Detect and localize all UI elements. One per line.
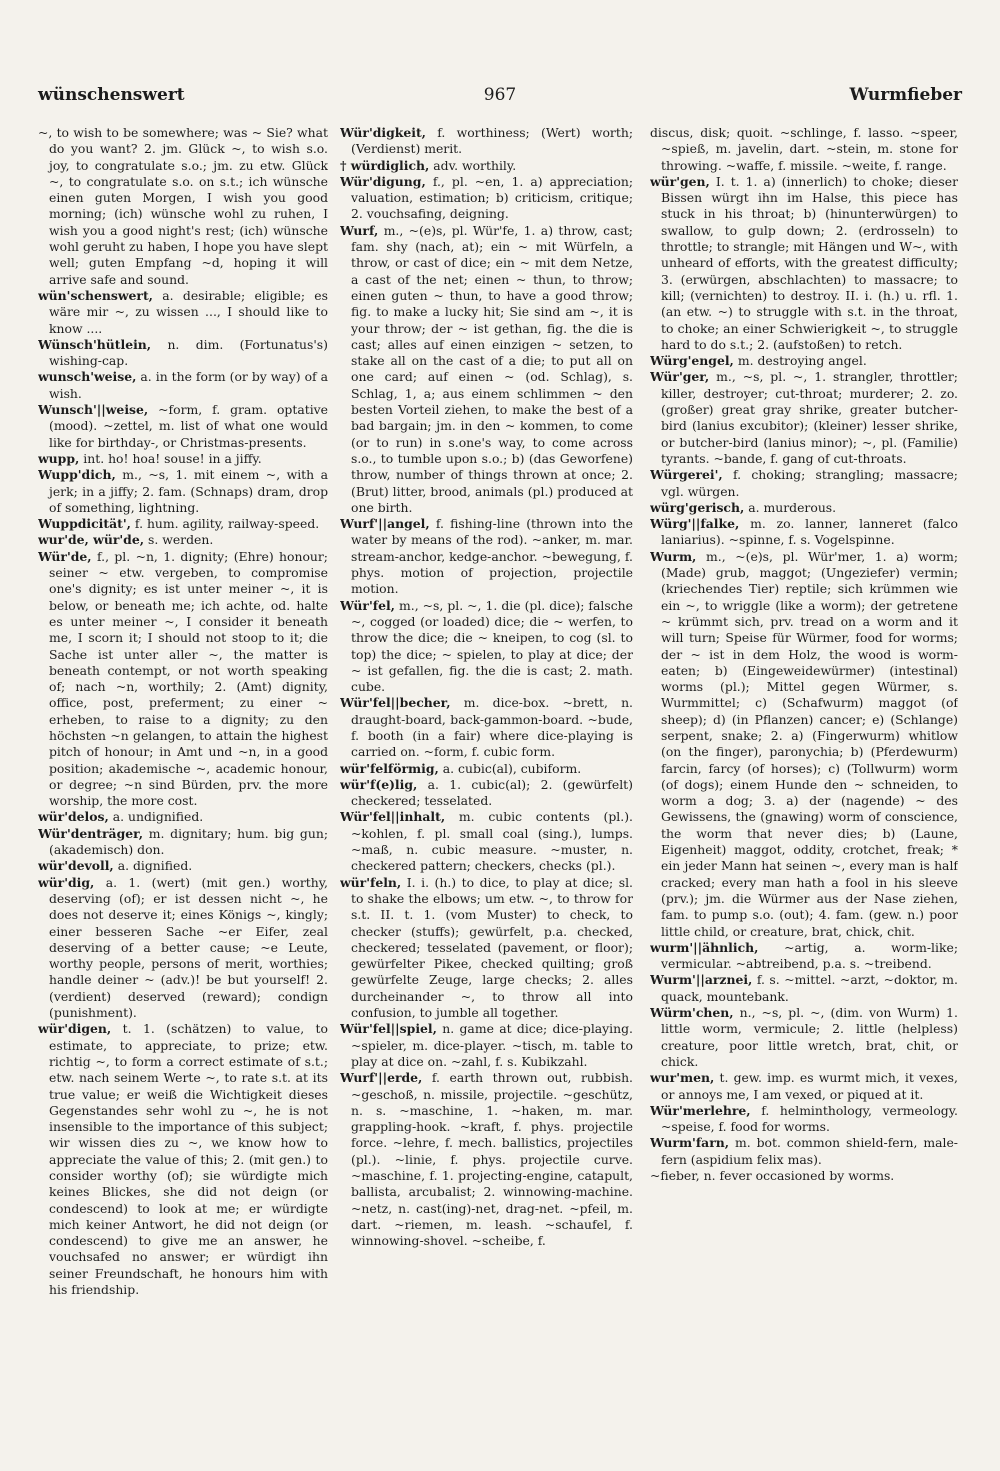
entry-definition: int. ho! hoa! souse! in a jiffy. xyxy=(83,450,262,466)
entry-headword: wür'delos, xyxy=(38,809,109,825)
entry-headword: wür'feln, xyxy=(340,874,402,890)
entry-headword: wunsch'weise, xyxy=(38,369,137,385)
dictionary-entry xyxy=(340,1021,633,1070)
dictionary-entry xyxy=(650,940,958,973)
entry-definition: s. werden. xyxy=(147,532,214,548)
dictionary-entry xyxy=(650,500,958,516)
entry-headword: wür'devoll, xyxy=(38,858,114,874)
page-number: 967 xyxy=(483,85,517,105)
entry-headword: wur'de, wür'de, xyxy=(38,532,145,548)
dictionary-entry xyxy=(340,809,633,874)
dictionary-entry xyxy=(38,826,328,859)
entry-definition: f., pl. ~en, 1. a) appreciation; valuation, estimation; b) criticism, critique; 2. vouchsafing, deigning. xyxy=(351,173,633,222)
dictionary-entry xyxy=(650,125,958,174)
dictionary-entry xyxy=(340,516,633,597)
entry-headword: Wurm, xyxy=(650,548,697,564)
entry-definition: n., ~s, pl. ~, (dim. von Wurm) 1. little worm, vermicule; 2. little (helpless) creature, poor little wretch, brat, chit, or chick. xyxy=(661,1005,958,1069)
page-header xyxy=(38,85,962,109)
dictionary-entry xyxy=(38,369,328,402)
entry-definition: m. dice-box. ~brett, n. draught-board, back-gammon-board. ~bude, f. booth (in a fair) where dice-playing is carried on. ~form, f. cubic form. xyxy=(351,695,633,760)
entry-definition: n. game at dice; dice-playing. ~spieler, m. dice-player. ~tisch, m. table to play at dice on. ~zahl, f. s. Kubikzahl. xyxy=(351,1021,633,1069)
dictionary-entry xyxy=(650,549,958,940)
column-1 xyxy=(38,125,328,1340)
dictionary-entry xyxy=(650,1135,958,1168)
entry-headword: wün'schenswert, xyxy=(38,287,153,303)
entry-headword: Wunsch'||weise, xyxy=(38,402,149,418)
entry-headword: Wupp'dich, xyxy=(38,467,116,483)
entry-headword: wür'gen, xyxy=(650,173,710,189)
header-left-guide-word: wünschenswert xyxy=(38,85,185,105)
dictionary-entry xyxy=(340,777,633,810)
entry-definition: n. dim. (Fortunatus's) wishing-cap. xyxy=(49,336,328,369)
dictionary-entry xyxy=(650,467,958,500)
dictionary-entry xyxy=(38,125,328,288)
entry-definition: a. undignified. xyxy=(112,809,204,825)
entry-definition: f. earth thrown out, rubbish. ~geschoß, n. missile, projectile. ~geschütz, n. s. ~maschine, 1. ~haken, m. mar. grappling-hook. ~kraft, f. phys. projectile force. ~lehre, f. mech. ballistics, projectiles (pl.). ~linie, f. phys. projectile curve. ~maschine, f. 1. projecting-engine, catapult, ballista, arcubalist; 2. winnowing-machine. ~netz, n. cast(ing)-net, drag-net. ~pfeil, m. dart. ~riemen, m. leash. ~schaufel, f. winnowing-shovel. ~scheibe, f. xyxy=(351,1070,633,1249)
entry-definition: m., ~(e)s, pl. Wür'mer, 1. a) worm; (Made) grub, maggot; (Ungeziefer) vermin; (kriechendes Tier) reptile; sich krümmen wie ein ~, to wriggle (like a worm); der getretene ~ krümmt sich, prv. tread on a worm and it will turn; Speise für Würmer, food for worms; der ~ ist in dem Holz, the wood is worm-eaten; b) (Eingeweidewürmer) (intestinal) worms (pl.); Mittel gegen Würmer, s. Wurmmittel; c) (Schafwurm) maggot (of sheep); d) (in Pflanzen) cancer; e) (Schlange) serpent, snake; 2. a) (Fingerwurm) whitlow (on the finger), paronychia; b) (Pferdewurm) farcin, farcy (of horses); c) (Tollwurm) worm (of dogs); einem Hunde den ~ schneiden, to worm a dog; 3. a) der (nagende) ~ des Gewissens, the (gnawing) worm of conscience, the worm that never dies; b) (Laune, Eigenheit) maggot, oddity, crotchet, freak; * ein jeder Mann hat seinen ~, every man is half cracked; every man hath a fool in his sleeve (prv.); jm. die Würmer aus der Nase ziehen, fam. to pump s.o. (out); 4. fam. (gew. n.) poor little child, or creature, brat, chick, chit. xyxy=(661,548,958,939)
entry-definition: f. choking; strangling; massacre; vgl. würgen. xyxy=(661,467,958,499)
dictionary-entry xyxy=(650,972,958,1005)
entry-definition: a. murderous. xyxy=(748,499,837,515)
entry-headword: Wür'fel||spiel, xyxy=(340,1021,437,1037)
dictionary-entry xyxy=(340,761,633,777)
dictionary-entry xyxy=(340,875,633,1022)
entry-headword: Würm'chen, xyxy=(650,1005,734,1021)
dictionary-entry xyxy=(650,353,958,369)
entry-definition: m., ~s, 1. mit einem ~, with a jerk; in a jiffy; 2. fam. (Schnaps) dram, drop of something, lightning. xyxy=(49,467,328,515)
dictionary-entry xyxy=(38,451,328,467)
column-3 xyxy=(650,125,958,1340)
entry-headword: Wür'fel||becher, xyxy=(340,695,451,711)
entry-definition: m. cubic contents (pl.). ~kohlen, f. pl. small coal (sing.), lumps. ~maß, n. cubic measure. ~muster, n. checkered pattern; checkers, checks (pl.). xyxy=(351,809,633,874)
dictionary-entry xyxy=(340,158,633,174)
entry-headword: Würg'||falke, xyxy=(650,516,740,532)
entry-headword: Wuppdicität', xyxy=(38,516,131,532)
entry-headword: wurm'||ähnlich, xyxy=(650,939,759,955)
column-2 xyxy=(340,125,633,1340)
dictionary-entry xyxy=(340,1070,633,1249)
dictionary-entry xyxy=(650,516,958,549)
dictionary-entry xyxy=(340,223,633,516)
entry-headword: Wurf, xyxy=(340,222,379,238)
entry-headword: Wür'digkeit, xyxy=(340,125,426,140)
dictionary-entry xyxy=(650,1168,958,1184)
entry-definition: adv. worthily. xyxy=(433,157,517,173)
dictionary-entry xyxy=(340,695,633,760)
header-right-guide-word: Wurmfieber xyxy=(849,85,962,105)
entry-headword: Würg'engel, xyxy=(650,353,734,369)
entry-headword: Wür'fel, xyxy=(340,597,395,613)
entry-headword: Wurf'||angel, xyxy=(340,516,430,532)
entry-definition: t. gew. imp. es wurmt mich, it vexes, or annoys me, I am vexed, or piqued at it. xyxy=(661,1070,958,1102)
entry-definition: ~artig, a. worm-like; vermicular. ~abtreibend, p.a. s. ~treibend. xyxy=(661,939,958,972)
entry-definition: m. destroying angel. xyxy=(737,353,867,369)
dictionary-entry xyxy=(340,598,633,696)
entry-definition: m. bot. common shield-fern, male-fern (aspidium felix mas). xyxy=(661,1135,958,1167)
entry-headword: † würdiglich, xyxy=(340,157,430,173)
entry-headword: Wür'digung, xyxy=(340,173,426,189)
entry-definition: a. dignified. xyxy=(117,858,193,874)
entry-headword: Wurm'||arznei, xyxy=(650,972,753,988)
entry-definition: m. zo. lanner, lanneret (falco laniarius). ~spinne, f. s. Vogelspinne. xyxy=(661,516,958,548)
entry-headword: wur'men, xyxy=(650,1070,715,1086)
dictionary-entry xyxy=(38,532,328,548)
entry-headword: würg'gerisch, xyxy=(650,499,745,515)
dictionary-entry xyxy=(340,174,633,223)
dictionary-entry xyxy=(38,516,328,532)
entry-headword: Wür'fel||inhalt, xyxy=(340,809,446,825)
dictionary-entry xyxy=(38,809,328,825)
entry-definition: I. t. 1. a) (innerlich) to choke; dieser Bissen würgt ihn im Halse, this piece has stuck in his throat; b) (hinunterwürgen) to swallow, to gulp down; 2. (erdrosseln) to throttle; to strangle; mit Hängen und W~, with unheard of efforts, with the greatest difficulty; 3. (erwürgen, abschlachten) to massacre; to kill; (vernichten) to destroy. II. i. (h.) u. rfl. 1. (an etw. ~) to struggle with s.t. in the throat, to choke; an einer Schwierigkeit ~, to struggle hard to do s.t.; 2. (aufstoßen) to retch. xyxy=(661,173,958,352)
entry-headword: wür'f(e)lig, xyxy=(340,776,418,792)
entry-definition: m., ~(e)s, pl. Wür'fe, 1. a) throw, cast; fam. shy (nach, at); ein ~ mit Würfeln, a throw, or cast of dice; ein ~ mit dem Netze, a cast of the net; einen ~ thun, to throw; einen guten ~ thun, to have a good throw; fig. to make a lucky hit; Sie sind am ~, it is your throw; der ~ ist gethan, fig. the die is cast; alles auf einen einzigen ~ setzen, to stake all on the cast of a die; to put all on one card; auf einen ~ (od. Schlag), s. Schlag, 1, a; aus einem schlimmen ~ den besten Vorteil ziehen, to make the best of a bad bargain; jm. in den ~ kommen, to come (or to run) in s.one's way, to come across s.o., to tumble upon s.o.; b) (das Geworfene) throw, number of things thrown at once; 2. (Brut) litter, brood, animals (pl.) produced at one birth. xyxy=(351,222,633,515)
entry-definition: a. cubic(al), cubiform. xyxy=(442,760,582,776)
dictionary-entry xyxy=(38,549,328,810)
entry-definition: ~fieber, n. fever occasioned by worms. xyxy=(650,1168,895,1183)
entry-definition: a. in the form (or by way) of a wish. xyxy=(49,369,328,401)
entry-definition: f., pl. ~n, 1. dignity; (Ehre) honour; seiner ~ etw. vergeben, to compromise one's dignity; es ist unter meiner ~, it is below, or beneath me; ich achte, od. halte es unter meiner ~, I consider it beneath me, I scorn it; I should not stoop to it; die Sache ist unter aller ~, the matter is beneath contempt, or not worth speaking of; nach ~n, worthily; 2. (Amt) dignity, office, post, preferment; zu einer ~ erheben, to raise to a dignity; zu den höchsten ~n gelangen, to attain the highest pitch of honour; in Amt und ~n, in a good position; akademische ~, academic honour, or degree; ~n sind Bürden, prv. the more worship, the more cost. xyxy=(49,548,328,809)
entry-headword: wür'digen, xyxy=(38,1021,112,1037)
entry-headword: Wür'merlehre, xyxy=(650,1102,751,1118)
entry-headword: Würgerei', xyxy=(650,467,723,483)
entry-headword: wür'felförmig, xyxy=(340,760,439,776)
entry-definition: t. 1. (schätzen) to value, to estimate, to appreciate, to prize; etw. richtig ~, to form a correct estimate of s.t.; etw. nach seinem Werte ~, to rate s.t. at its true value; er weiß die Wichtigkeit dieses Gegenstandes sehr wohl zu ~, he is not insensible to the importance of this subject; wir wissen dies zu ~, we know how to appreciate the value of this; 2. (mit gen.) to consider worthy (of); sie würdigte mich keines Blickes, she did not deign (or condescend) to look at me; er würdigte mich keiner Antwort, he did not deign (or condescend) to give me an answer, he vouchsafed no answer; er würdigt ihn seiner Freundschaft, he honours him with his friendship. xyxy=(49,1021,328,1298)
entry-headword: Wür'de, xyxy=(38,548,92,564)
entry-definition: ~, to wish to be somewhere; was ~ Sie? what do you want? 2. jm. Glück ~, to wish s.o. joy, to congratulate s.o.; jm. zu etw. Glück ~, to congratulate s.o. on s.t.; ich wünsche einen guten Morgen, I wish you good morning; (ich) wünsche wohl zu ruhen, I wish you a good night's rest; (ich) wünsche wohl geruht zu haben, I hope you have slept well; guten Empfang ~d, hoping it will arrive safe and sound. xyxy=(38,125,328,287)
dictionary-entry xyxy=(38,402,328,451)
entry-headword: Wür'ger, xyxy=(650,369,710,385)
dictionary-entry xyxy=(650,1070,958,1103)
entry-definition: discus, disk; quoit. ~schlinge, f. lasso. ~speer, ~spieß, m. javelin, dart. ~stein, m. stone for throwing. ~waffe, f. missile. ~weite, f. range. xyxy=(650,125,958,173)
entry-definition: f. fishing-line (thrown into the water by means of the rod). ~anker, m. mar. stream-anchor, kedge-anchor. ~bewegung, f. phys. motion of projection, projectile motion. xyxy=(351,516,633,597)
entry-definition: ~form, f. gram. optative (mood). ~zettel, m. list of what one would like for birthday-, or Christmas-presents. xyxy=(49,402,328,450)
entry-definition: m. dignitary; hum. big gun; (akademisch) don. xyxy=(49,825,328,858)
dictionary-entry xyxy=(650,1103,958,1136)
entry-headword: Wünsch'hütlein, xyxy=(38,336,152,352)
entry-definition: a. 1. cubic(al); 2. (gewürfelt) checkered; tesselated. xyxy=(351,776,633,809)
dictionary-entry xyxy=(340,125,633,158)
entry-headword: Wür'denträger, xyxy=(38,825,144,841)
entry-definition: m., ~s, pl. ~, 1. strangler, throttler; killer, destroyer; cut-throat; murderer; 2. zo. (großer) great gray shrike, greater butcher-bird (lanius excubitor); (kleiner) lesser shrike, or butcher-bird (lanius minor); ~, pl. (Familie) tyrants. ~bande, f. gang of cut-throats. xyxy=(661,369,958,466)
dictionary-entry xyxy=(650,1005,958,1070)
entry-headword: wür'dig, xyxy=(38,874,95,890)
dictionary-entry xyxy=(650,174,958,353)
entry-headword: wupp, xyxy=(38,450,80,466)
dictionary-entry xyxy=(650,369,958,467)
entry-definition: a. desirable; eligible; es wäre mir ~, zu wissen ..., I should like to know .... xyxy=(49,287,328,336)
entry-definition: a. 1. (wert) (mit gen.) worthy, deserving (of); er ist dessen nicht ~, he does not deserve it; eines Königs ~, kingly; einer besseren Sache ~er Eifer, zeal deserving of a better cause; ~e Leute, worthy people, persons of merit, worthies; handle deiner ~ (adv.)! be but yourself! 2. (verdient) deserved (reward); condign (punishment). xyxy=(49,874,328,1021)
dictionary-entry xyxy=(38,288,328,337)
entry-definition: f. s. ~mittel. ~arzt, ~doktor, m. quack, mountebank. xyxy=(661,972,958,1004)
dictionary-entry xyxy=(38,875,328,1022)
dictionary-entry xyxy=(38,1021,328,1298)
dictionary-entry xyxy=(38,337,328,370)
dictionary-entry xyxy=(38,858,328,874)
entry-definition: m., ~s, pl. ~, 1. die (pl. dice); falsche ~, cogged (or loaded) dice; die ~ werfen, to throw the dice; die ~ kneipen, to cog (sl. to top) the dice; ~ spielen, to play at dice; der ~ ist gefallen, fig. the die is cast; 2. math. cube. xyxy=(351,597,633,695)
entry-definition: I. i. (h.) to dice, to play at dice; sl. to shake the elbows; um etw. ~, to throw for s.t. II. t. 1. (vom Muster) to check, to checker (stuffs); gewürfelt, p.a. checked, checkered; tesselated (pavement, or floor); gewürfelter Pikee, checked quilting; groß gewürfelte Zeuge, large checks; 2. alles durcheinander ~, to throw all into confusion, to jumble all together. xyxy=(351,874,633,1021)
entry-definition: f. worthiness; (Wert) worth; (Verdienst) merit. xyxy=(351,125,633,157)
entry-headword: Wurf'||erde, xyxy=(340,1070,423,1086)
entry-definition: f. hum. agility, railway-speed. xyxy=(134,516,320,532)
entry-headword: Wurm'farn, xyxy=(650,1135,730,1151)
entry-definition: f. helminthology, vermeology. ~speise, f. food for worms. xyxy=(661,1102,958,1135)
dictionary-entry xyxy=(38,467,328,516)
